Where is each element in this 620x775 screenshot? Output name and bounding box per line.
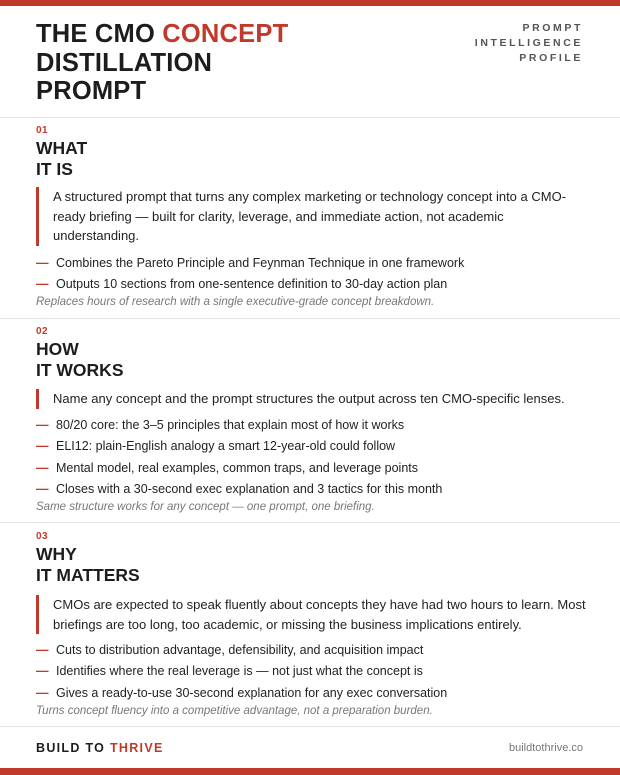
bullet-text: Mental model, real examples, common traps, and leverage points [56, 460, 418, 475]
dash-icon: — [36, 643, 49, 657]
page-title [36, 20, 288, 106]
section-note: Same structure works for any concept — one prompt, one briefing. [36, 501, 375, 513]
bullet-list [36, 253, 464, 296]
footer-site-link[interactable]: buildtothrive.co [509, 742, 583, 754]
list-item [36, 415, 442, 436]
bullet-text: Closes with a 30-second exec explanation and 3 tactics for this month [56, 481, 443, 496]
list-item [36, 479, 442, 500]
heading-line: IT MATTERS [36, 564, 140, 585]
dash-icon: — [36, 460, 49, 475]
list-item [36, 436, 442, 457]
bullet-list [36, 415, 442, 500]
heading-line: IT IS [36, 158, 73, 179]
section-what-it-is [0, 118, 620, 319]
list-item [36, 274, 464, 295]
brand-part1: BUILD TO [36, 741, 110, 755]
section-note: Replaces hours of research with a single executive-grade concept breakdown. [36, 296, 435, 308]
list-item [36, 683, 447, 704]
section-why-it-matters [0, 523, 620, 725]
list-item [36, 253, 464, 274]
bullet-text: ELI12: plain-English analogy a smart 12-year-old could follow [56, 439, 396, 454]
title-part1: THE CMO [36, 20, 163, 48]
page-footer [0, 726, 620, 769]
dash-icon: — [36, 256, 49, 270]
title-line2: DISTILLATION [36, 48, 213, 77]
section-number: 03 [36, 531, 49, 542]
tagline-line: PROFILE [519, 52, 583, 64]
list-item [36, 661, 447, 682]
dash-icon: — [36, 277, 49, 292]
tagline-line: PROMPT [522, 22, 583, 34]
heading-line: HOW [36, 339, 79, 359]
section-heading [36, 339, 124, 380]
section-summary: Name any concept and the prompt structures the output across ten CMO-specific lenses. [36, 389, 593, 409]
header-tagline [475, 21, 583, 66]
title-line3: PROMPT [36, 77, 147, 105]
bullet-text: Gives a ready-to-use 30-second explanation for any exec conversation [56, 685, 448, 700]
dash-icon: — [36, 685, 49, 700]
dash-icon: — [36, 418, 49, 432]
bullet-text: Combines the Pareto Principle and Feynman Technique in one framework [56, 256, 465, 270]
list-item [36, 458, 442, 479]
section-summary: A structured prompt that turns any complex marketing or technology concept into a CMO-ready briefing — built for clarity, leverage, and immediate action, not academic understanding. [36, 187, 593, 246]
section-number: 01 [36, 125, 49, 136]
section-summary: CMOs are expected to speak fluently about concepts they have had two hours to learn. Most briefings are too long, too academic, or missing the business implications entirely. [36, 595, 593, 634]
bullet-text: Outputs 10 sections from one-sentence definition to 30-day action plan [56, 277, 448, 292]
bullet-text: Cuts to distribution advantage, defensibility, and acquisition impact [56, 643, 424, 657]
bullet-list [36, 640, 447, 704]
section-heading [36, 544, 140, 585]
section-number: 02 [36, 326, 49, 337]
bottom-accent-bar [0, 768, 620, 775]
page-header [0, 6, 620, 118]
title-accent: CONCEPT [162, 20, 289, 48]
brand-accent: THRIVE [109, 741, 164, 755]
dash-icon: — [36, 664, 49, 679]
dash-icon: — [36, 481, 49, 496]
heading-line: WHY [36, 544, 77, 564]
list-item [36, 640, 447, 661]
footer-brand [36, 741, 164, 755]
dash-icon: — [36, 439, 49, 454]
heading-line: WHAT [36, 138, 88, 158]
section-heading [36, 138, 87, 179]
section-how-it-works [0, 319, 620, 523]
section-note: Turns concept fluency into a competitive advantage, not a preparation burden. [36, 705, 433, 717]
heading-line: IT WORKS [36, 359, 124, 380]
bullet-text: 80/20 core: the 3–5 principles that explain most of how it works [56, 418, 405, 432]
tagline-line: INTELLIGENCE [474, 37, 583, 49]
bullet-text: Identifies where the real leverage is — not just what the concept is [56, 664, 423, 679]
